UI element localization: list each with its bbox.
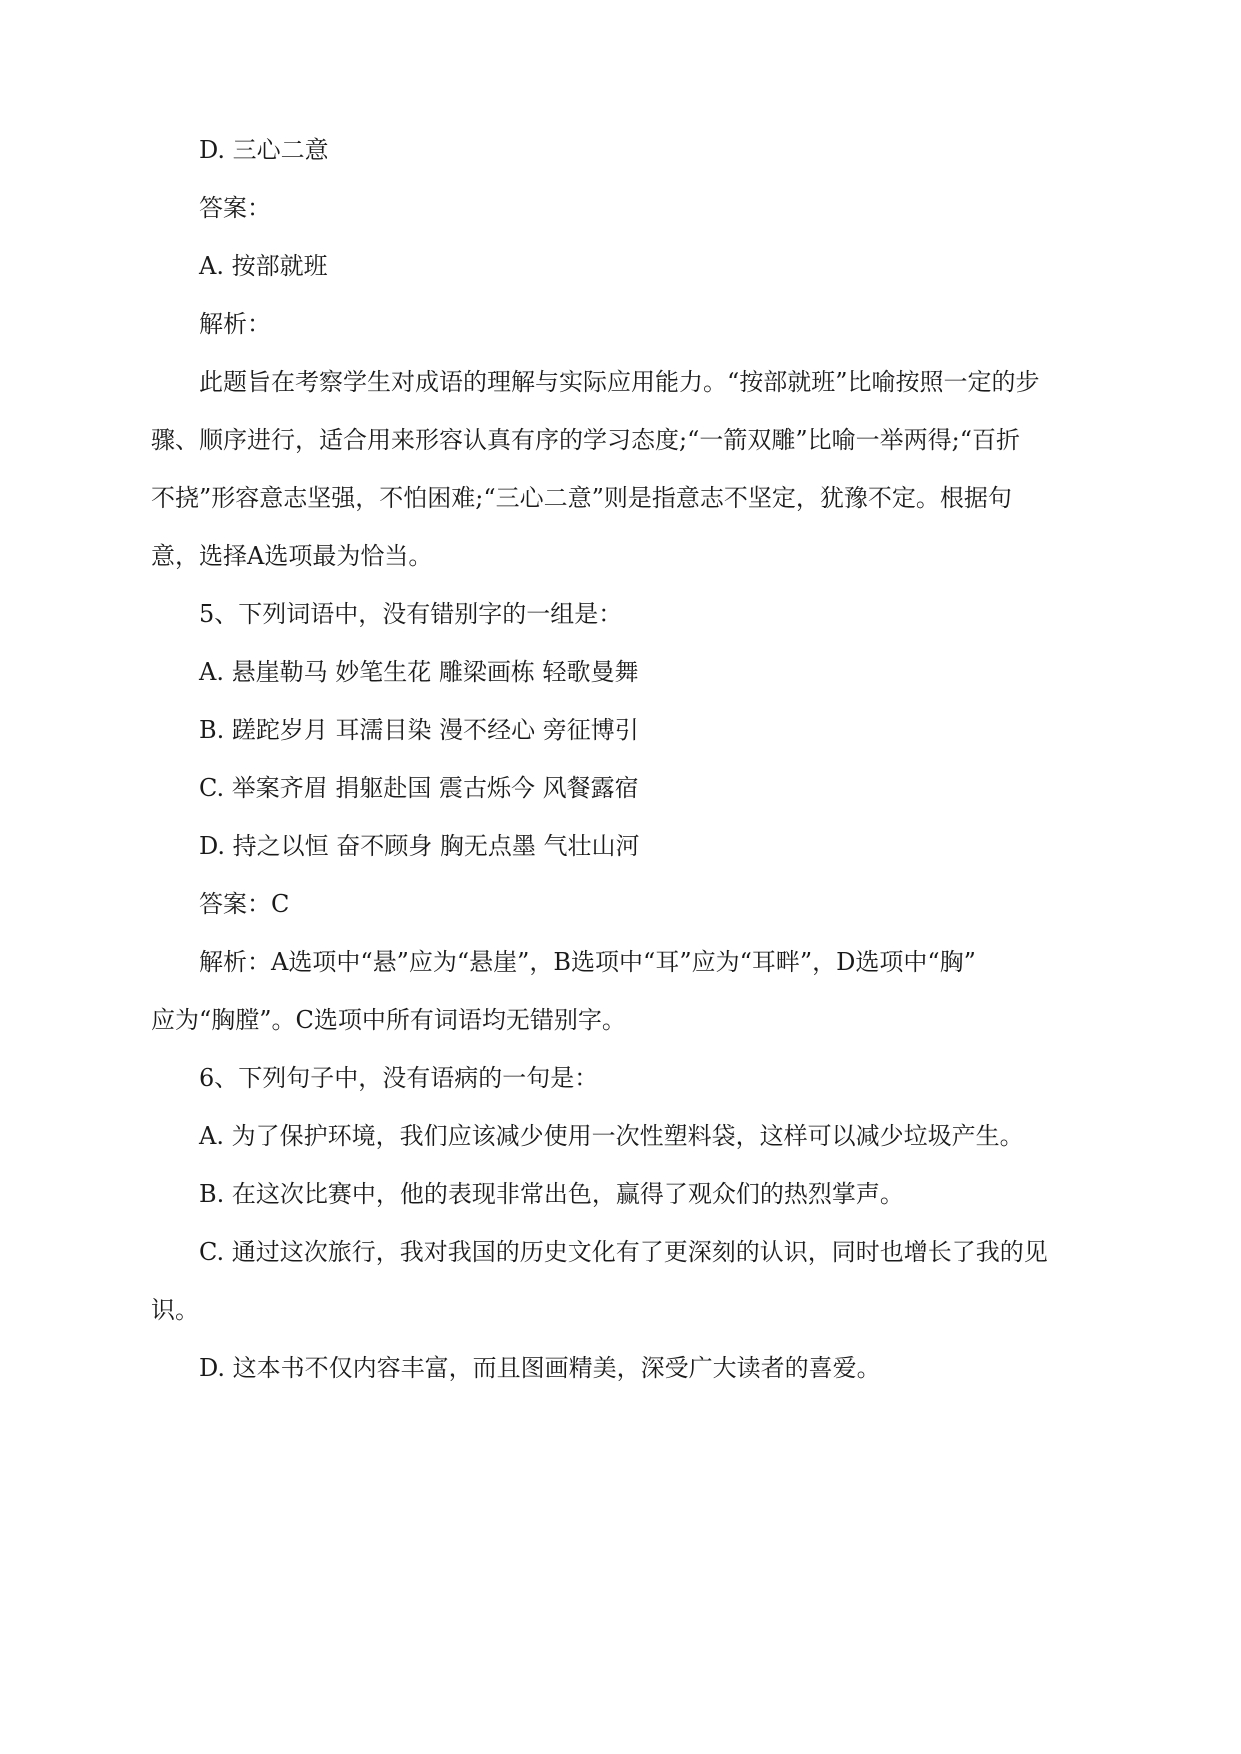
q6-option-b: B. 在这次比赛中，他的表现非常出色，赢得了观众们的热烈掌声。	[199, 1180, 904, 1208]
q5-analysis-line-1: 解析：A选项中“悬”应为“悬崖”，B选项中“耳”应为“耳畔”，D选项中“胸”	[199, 948, 976, 976]
q5-answer: 答案：C	[199, 890, 290, 918]
q4-answer-label: 答案：	[199, 194, 271, 222]
q5-question: 5、下列词语中，没有错别字的一组是：	[199, 600, 623, 628]
q5-option-c: C. 举案齐眉 捐躯赴国 震古烁今 风餐露宿	[199, 774, 639, 802]
q5-option-b: B. 蹉跎岁月 耳濡目染 漫不经心 旁征博引	[199, 716, 639, 744]
q4-analysis-line-3: 不挠”形容意志坚强，不怕困难;“三心二意”则是指意志不坚定，犹豫不定。根据句	[151, 484, 1012, 512]
q5-option-a: A. 悬崖勒马 妙笔生花 雕梁画栋 轻歌曼舞	[199, 658, 639, 686]
q6-option-c: C. 通过这次旅行，我对我国的历史文化有了更深刻的认识，同时也增长了我的见	[199, 1238, 1048, 1266]
q4-answer-value: A. 按部就班	[199, 252, 328, 280]
q5-option-d: D. 持之以恒 奋不顾身 胸无点墨 气壮山河	[199, 832, 640, 860]
q6-option-a: A. 为了保护环境，我们应该减少使用一次性塑料袋，这样可以减少垃圾产生。	[199, 1122, 1024, 1150]
q4-analysis-label: 解析：	[199, 310, 271, 338]
q6-question: 6、下列句子中，没有语病的一句是：	[199, 1064, 599, 1092]
q4-analysis-line-4: 意，选择A选项最为恰当。	[151, 542, 433, 570]
q4-option-d: D. 三心二意	[199, 136, 329, 164]
q5-analysis-line-2: 应为“胸膛”。C选项中所有词语均无错别字。	[151, 1006, 626, 1034]
q4-analysis-line-1: 此题旨在考察学生对成语的理解与实际应用能力。“按部就班”比喻按照一定的步	[199, 368, 1040, 396]
q6-option-d: D. 这本书不仅内容丰富，而且图画精美，深受广大读者的喜爱。	[199, 1354, 881, 1382]
q4-analysis-line-2: 骤、顺序进行，适合用来形容认真有序的学习态度;“一箭双雕”比喻一举两得;“百折	[151, 426, 1020, 454]
q6-option-c-continued: 识。	[151, 1296, 199, 1324]
